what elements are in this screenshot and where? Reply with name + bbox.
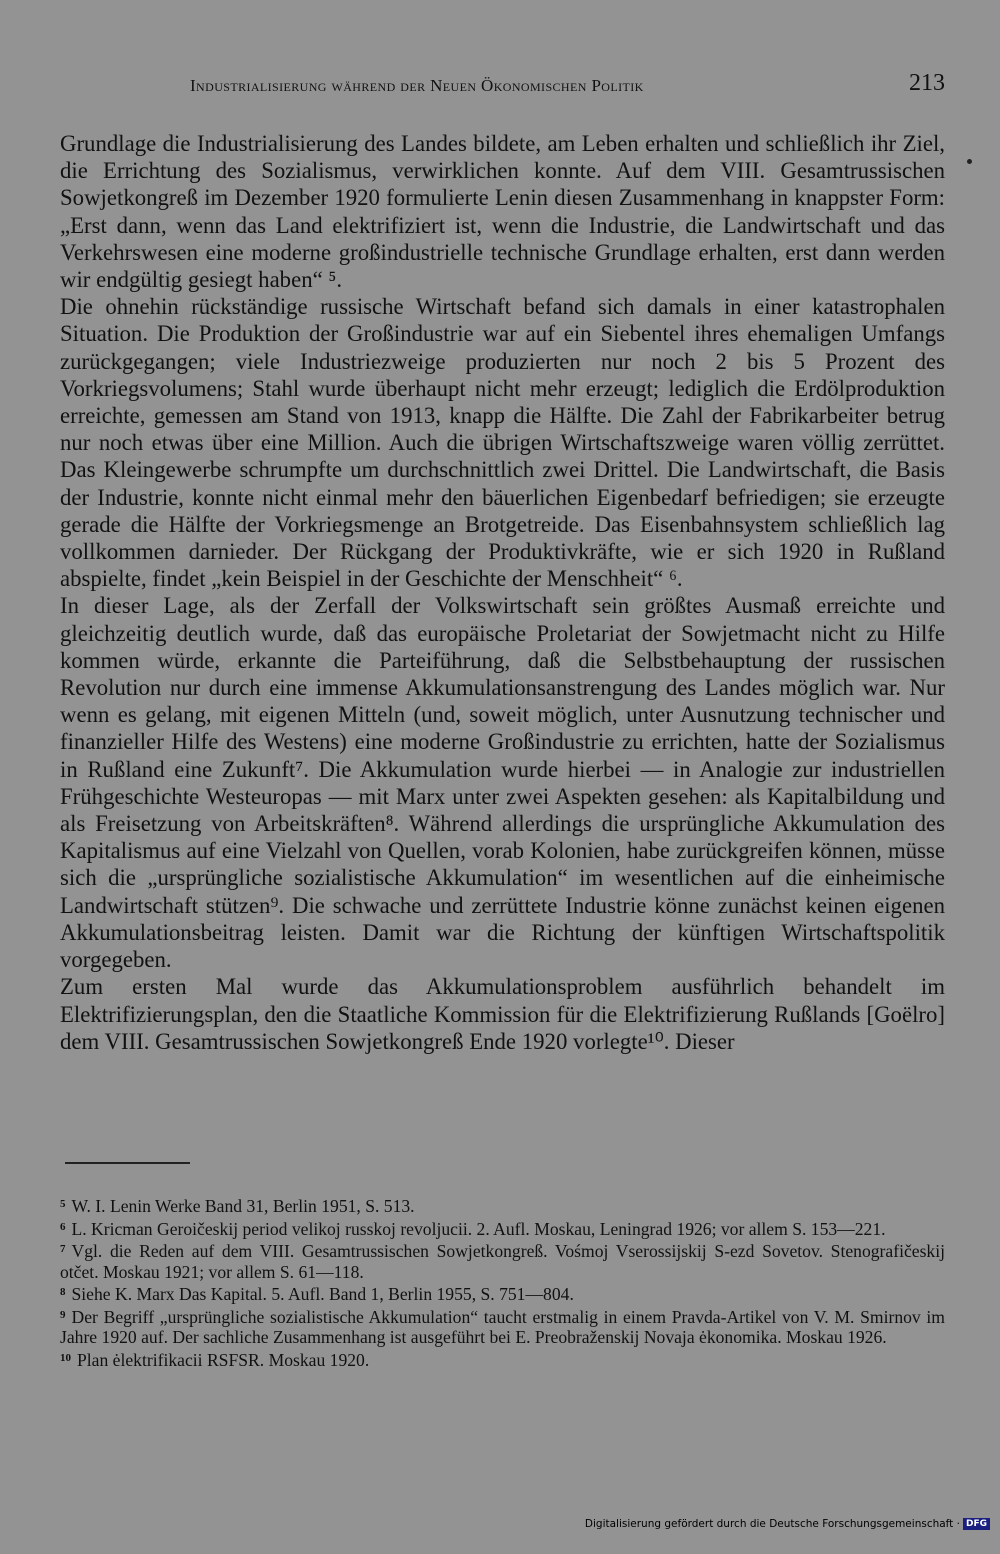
footnote-separator — [65, 1162, 190, 1164]
footnote — [60, 1217, 945, 1240]
footnote-text: W. I. Lenin Werke Band 31, Berlin 1951, S. 513. — [71, 1196, 415, 1216]
body-text — [60, 130, 945, 1055]
page-number: 213 — [909, 70, 945, 96]
paragraph: Die ohnehin rückständige russische Wirtschaft befand sich damals in einer katastrophalen Situation. Die Produktion der Großindustrie war auf ein Siebentel ihres ehemaligen Umfangs zurückgegangen; viele Industriezweige produzierten nur noch 2 bis 5 Prozent des Vorkriegsvolumens; Stahl wurde überhaupt nicht mehr erzeugt; lediglich die Erdölproduktion erreichte, gemessen am Stand von 1913, knapp die Hälfte. Die Zahl der Fabrikarbeiter betrug nur noch etwas über eine Million. Auch die übrigen Wirtschaftszweige waren völlig zerrüttet. Das Kleingewerbe schrumpfte um durchschnittlich zwei Drittel. Die Landwirtschaft, die Basis der Industrie, konnte nicht einmal mehr den bäuerlichen Eigenbedarf befriedigen; sie erzeugte gerade die Hälfte der Vorkriegsmenge an Brotgetreide. Das Eisenbahnsystem schließlich lag vollkommen darnieder. Der Rückgang der Produktivkräfte, wie er sich 1920 in Rußland abspielte, findet „kein Beispiel in der Geschichte der Menschheit“ ⁶. — [60, 294, 945, 592]
margin-dot-mark — [967, 159, 972, 164]
paragraph: Grundlage die Industrialisierung des Landes bildete, am Leben erhalten und schließlich ihr Ziel, die Errichtung des Sozialismus, verwirklichen konnte. Auf dem VIII. Gesamtrussischen Sowjetkongreß im Dezember 1920 formulierte Lenin diesen Zusammenhang in knappster Form: „Erst dann, wenn das Land elektrifiziert ist, wenn die Industrie, die Landwirtschaft und das Verkehrswesen eine moderne großindustrielle technische Grundlage erhalten, erst dann werden wir endgültig gesiegt haben“ ⁵. — [60, 131, 945, 293]
footnote-text: Der Begriff „ursprüngliche sozialistische Akkumulation“ taucht erstmalig in einem Pravda-Artikel von V. M. Smirnov im Jahre 1920 auf. Der sachliche Zusammenhang ist ausgeführt bei E. Preobraženskij Novaja ėkonomika. Moskau 1926. — [60, 1306, 945, 1347]
footnote-text: Siehe K. Marx Das Kapital. 5. Aufl. Band 1, Berlin 1955, S. 751—804. — [71, 1284, 574, 1304]
footnote-number: 6 — [60, 1220, 66, 1233]
footnote-number: 5 — [60, 1198, 66, 1210]
paragraph: In dieser Lage, als der Zerfall der Volkswirtschaft sein größtes Ausmaß erreichte und gleichzeitig deutlich wurde, daß das europäische Proletariat der Sowjetmacht nicht zu Hilfe kommen würde, erkannte die Parteiführung, daß die Selbstbehauptung der russischen Revolution nur durch eine immense Akkumulationsanstrengung des Landes möglich war. Nur wenn es gelang, mit eigenen Mitteln (und, soweit möglich, unter Ausnutzung technischer und finanzieller Hilfe des Westens) eine moderne Großindustrie zu errichten, hatte der Sozialismus in Rußland eine Zukunft⁷. Die Akkumulation wurde hierbei — in Analogie zur industriellen Frühgeschichte Westeuropas — mit Marx unter zwei Aspekten gesehen: als Kapitalbildung und als Freisetzung von Arbeitskräften⁸. Während allerdings die ursprüngliche Akkumulation des Kapitalismus auf eine Vielzahl von Quellen, vorab Kolonien, habe zurückgreifen können, müsse sich die „ursprüngliche sozialistische Akkumulation“ im wesentlichen auf die einheimische Landwirtschaft stützen⁹. Die schwache und zerrüttete Industrie könne zunächst keinen eigenen Akkumulationsbeitrag leisten. Damit war die Richtung der künftigen Wirtschaftspolitik vorgegeben. — [60, 593, 945, 973]
running-header — [60, 68, 945, 106]
dfg-logo: DFG — [963, 1518, 990, 1530]
footnote-text: L. Kricman Geroičeskij period velikoj russkoj revoljucii. 2. Aufl. Moskau, Leningrad 1926; vor allem S. 153—221. — [71, 1218, 886, 1239]
footnote-text: Vgl. die Reden auf dem VIII. Gesamtrussischen Sowjetkongreß. Vośmoj Vserossijskij S-ezd Sovetov. Stenografičeskij otčet. Moskau 1921; vor allem S. 61—118. — [60, 1241, 945, 1282]
footnote-number: 10 — [60, 1351, 71, 1364]
footnote-number: 7 — [60, 1243, 66, 1255]
footnote-number: 8 — [60, 1286, 66, 1298]
footnote — [60, 1239, 945, 1282]
credit-text: Digitalisierung gefördert durch die Deutsche Forschungsgemeinschaft · — [584, 1518, 960, 1530]
paragraph: Zum ersten Mal wurde das Akkumulationsproblem ausführlich behandelt im Elektrifizierungsplan, den die Staatliche Kommission für die Elektrifizierung Rußlands [Goëlro] dem VIII. Gesamtrussischen Sowjetkongreß Ende 1920 vorlegte¹⁰. Dieser — [60, 974, 945, 1054]
footnote-text: Plan ėlektrifikacii RSFSR. Moskau 1920. — [77, 1349, 370, 1370]
footnotes — [60, 1194, 945, 1370]
footnote-number: 9 — [60, 1308, 66, 1321]
running-title: Industrialisierung während der Neuen Ökonomischen Politik — [190, 76, 644, 95]
footnote — [60, 1305, 945, 1348]
footnote — [60, 1348, 945, 1371]
footnote — [60, 1282, 945, 1305]
footnote — [60, 1194, 945, 1217]
digitization-credit — [585, 1518, 990, 1530]
